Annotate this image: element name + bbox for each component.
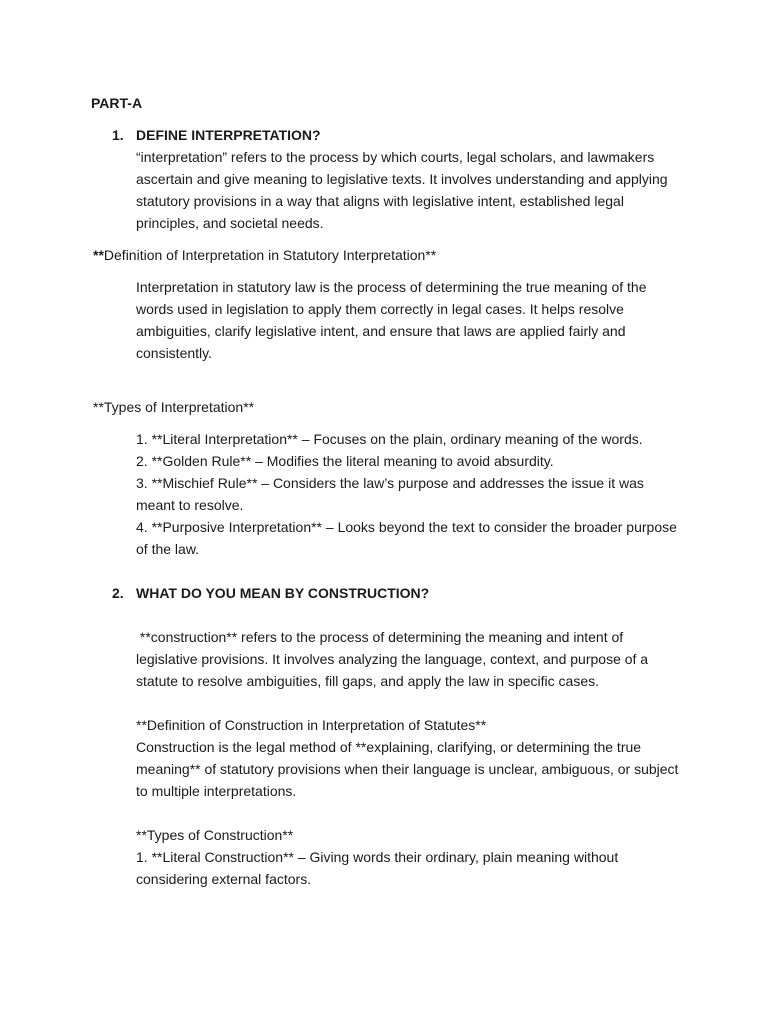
question-2-title: WHAT DO YOU MEAN BY CONSTRUCTION? [136,585,430,601]
list-item: 2. **Golden Rule** – Modifies the literal meaning to avoid absurdity. [136,453,554,469]
question-1-title: DEFINE INTERPRETATION? [136,127,321,143]
list-item: 4. **Purposive Interpretation** – Looks beyond the text to consider the broader purpose of the law. [136,519,677,557]
part-title: PART-A [91,95,143,111]
bold-marker: ** [93,247,104,263]
construction-definition-heading: **Definition of Construction in Interpretation of Statutes** [136,717,487,733]
question-1-answer: “interpretation” refers to the process by which courts, legal scholars, and lawmakers ascertain and give meaning to legislative texts. It involves understanding and applying statutory provisions in a way that aligns with legislative intent, established legal principles, and societal needs. [136,149,668,231]
construction-types-heading: **Types of Construction** [136,827,294,843]
list-item: 1. **Literal Interpretation** – Focuses on the plain, ordinary meaning of the words. [136,431,643,447]
interpretation-definition-heading-text: Definition of Interpretation in Statutory Interpretation** [103,247,437,263]
list-item: 3. **Mischief Rule** – Considers the law’s purpose and addresses the issue it was meant to resolve. [136,475,644,513]
question-1-number: 1. [112,127,124,143]
interpretation-types-heading: **Types of Interpretation** [93,399,255,415]
interpretation-definition-body: Interpretation in statutory law is the process of determining the true meaning of the words used in legislation to apply them correctly in legal cases. It helps resolve ambiguities, clarify legislative intent, and ensure that laws are applied fairly and consistently. [136,279,647,361]
question-2-number: 2. [112,585,124,601]
interpretation-definition-heading [93,244,436,266]
question-2-answer: **construction** refers to the process of determining the meaning and intent of legislative provisions. It involves analyzing the language, context, and purpose of a statute to resolve ambiguities, fill gaps, and apply the law in specific cases. [136,629,649,689]
list-item: 1. **Literal Construction** – Giving words their ordinary, plain meaning without considering external factors. [136,849,619,887]
construction-definition-body: Construction is the legal method of **explaining, clarifying, or determining the true meaning** of statutory provisions when their language is unclear, ambiguous, or subject to multiple interpretations. [136,739,679,799]
interpretation-types-list [136,428,686,560]
construction-types-list [136,846,686,890]
